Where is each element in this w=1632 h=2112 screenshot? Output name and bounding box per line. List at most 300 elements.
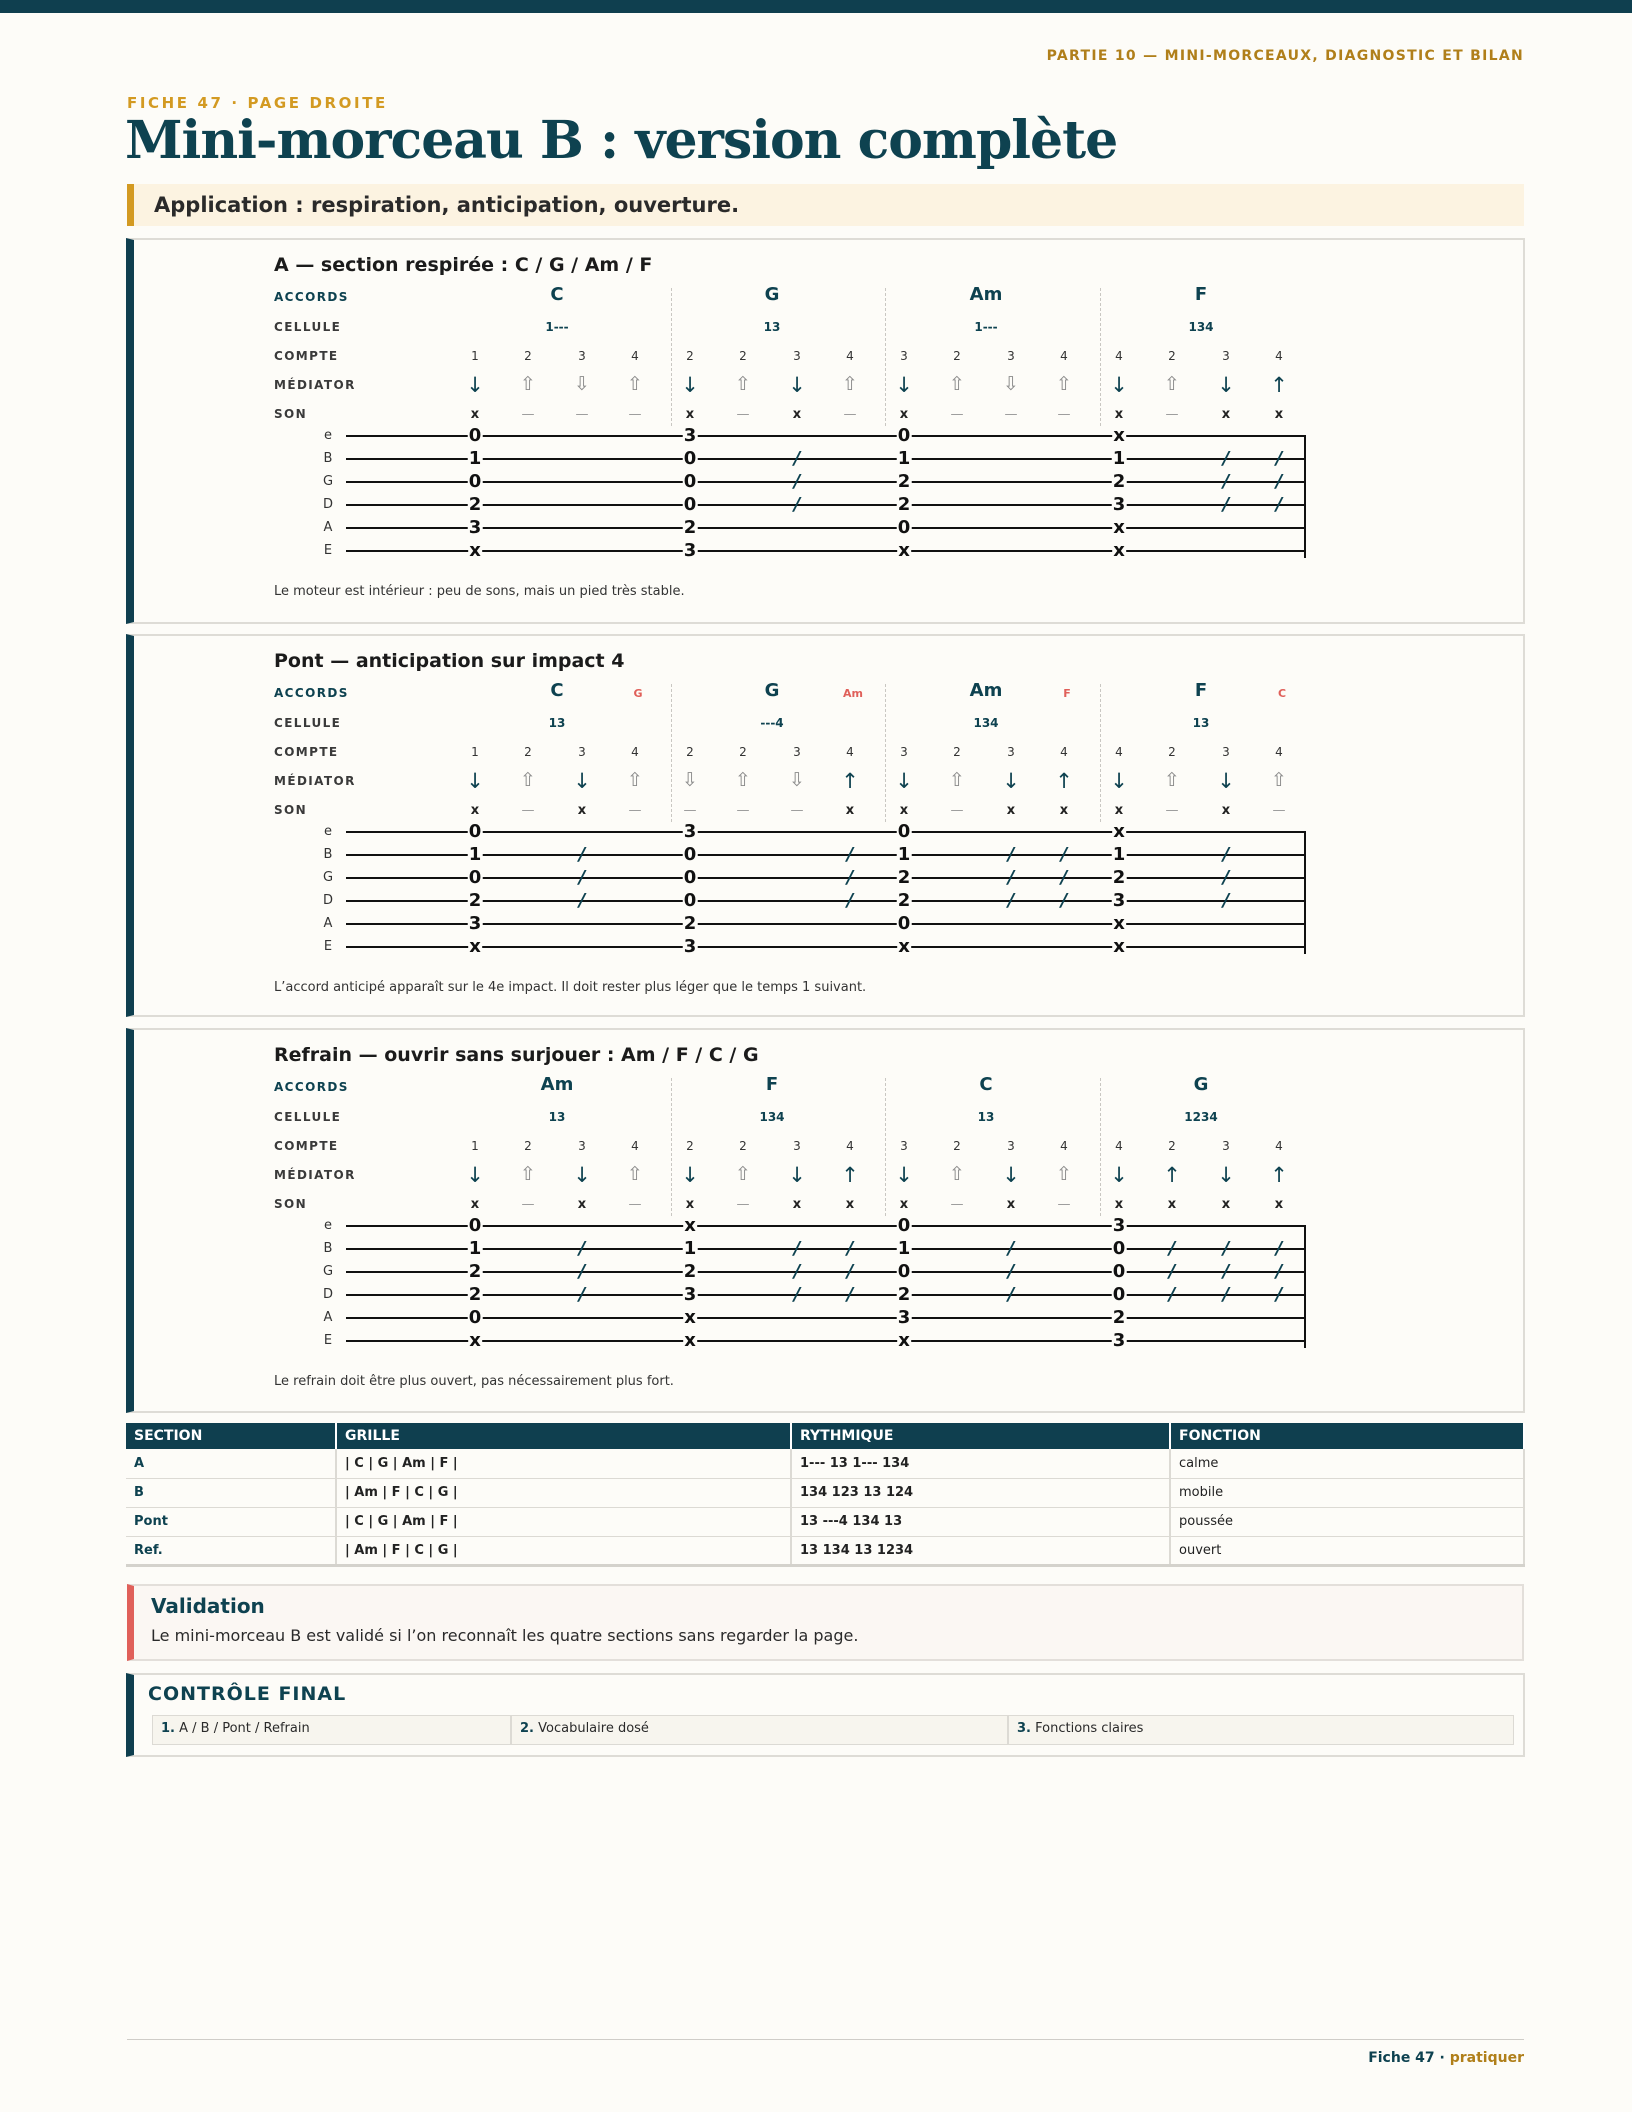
- fret-number: 2: [683, 913, 697, 934]
- down-arrow-icon: ↓: [1110, 1163, 1128, 1187]
- fret-number: x: [1113, 821, 1125, 842]
- down-arrow-icon: ↓: [788, 1163, 806, 1187]
- son-mark: x: [685, 407, 695, 422]
- count-beat: 2: [953, 745, 961, 759]
- fret-number: 1: [897, 844, 911, 865]
- down-arrow-icon: ↓: [895, 769, 913, 793]
- son-mark: —: [1165, 407, 1179, 422]
- son-mark: —: [1057, 407, 1071, 422]
- table-row: [126, 1478, 1524, 1507]
- row-label-mediator: MÉDIATOR: [274, 378, 356, 392]
- fret-number: 0: [897, 821, 911, 842]
- ghost-up-arrow-icon: ⇧: [1164, 769, 1180, 791]
- strum-slash: /: [793, 1238, 801, 1259]
- fret-number: 1: [468, 448, 482, 469]
- strum-slash: /: [1168, 1284, 1176, 1305]
- fret-number: 1: [468, 1238, 482, 1259]
- son-mark: x: [1114, 407, 1124, 422]
- fret-number: 0: [468, 1307, 482, 1328]
- down-arrow-icon: ↓: [895, 1163, 913, 1187]
- tab-string-line: [346, 458, 1304, 460]
- count-beat: 2: [1168, 1139, 1176, 1153]
- count-beat: 3: [900, 1139, 908, 1153]
- strum-slash: /: [1007, 1238, 1015, 1259]
- section-title: Refrain — ouvrir sans surjouer : Am / F / C / G: [274, 1044, 759, 1066]
- strum-slash: /: [1168, 1261, 1176, 1282]
- cellule-value: 134: [973, 716, 999, 730]
- fret-number: x: [684, 1330, 696, 1351]
- strum-slash: /: [1275, 471, 1283, 492]
- controle-items: [152, 1715, 1514, 1745]
- string-name: G: [322, 870, 334, 885]
- summary-table: [126, 1423, 1525, 1567]
- fret-number: 3: [683, 425, 697, 446]
- count-beat: 3: [578, 745, 586, 759]
- fret-number: 2: [468, 1261, 482, 1282]
- cellule-value: 13: [763, 320, 781, 334]
- cellule-value: 13: [977, 1110, 995, 1124]
- son-mark: x: [1059, 803, 1069, 818]
- ghost-up-arrow-icon: ⇧: [520, 769, 536, 791]
- strum-slash: /: [846, 844, 854, 865]
- ghost-up-arrow-icon: ⇧: [520, 1163, 536, 1185]
- tab-string-line: [346, 854, 1304, 856]
- string-name: E: [323, 1333, 333, 1348]
- chord-name: F: [1194, 284, 1208, 305]
- ghost-down-arrow-icon: ⇩: [574, 373, 590, 395]
- row-label-son: SON: [274, 803, 308, 817]
- count-beat: 4: [1115, 1139, 1123, 1153]
- summary-header-row: [126, 1423, 1524, 1449]
- measure-divider: [885, 1078, 886, 1216]
- fret-number: x: [1113, 425, 1125, 446]
- fret-number: 3: [1112, 1330, 1126, 1351]
- son-mark: —: [736, 1197, 750, 1212]
- fret-number: 0: [1112, 1238, 1126, 1259]
- strum-slash: /: [1222, 844, 1230, 865]
- count-beat: 2: [739, 1139, 747, 1153]
- down-arrow-icon: ↓: [788, 373, 806, 397]
- measure-divider: [671, 1078, 672, 1216]
- table-row: [126, 1449, 1524, 1478]
- son-mark: —: [1272, 803, 1286, 818]
- tab-string-line: [346, 1317, 1304, 1319]
- strum-slash: /: [578, 1261, 586, 1282]
- count-beat: 3: [578, 1139, 586, 1153]
- section-panel-pont: [126, 634, 1525, 1017]
- count-beat: 4: [1275, 349, 1283, 363]
- son-mark: x: [1274, 1197, 1284, 1212]
- chord-name: F: [1194, 680, 1208, 701]
- strum-slash: /: [793, 1261, 801, 1282]
- fret-number: x: [1113, 936, 1125, 957]
- son-mark: x: [470, 803, 480, 818]
- count-beat: 3: [1222, 745, 1230, 759]
- controle-final-box: [126, 1673, 1525, 1757]
- count-beat: 2: [686, 745, 694, 759]
- cell-rythmique: 134 123 13 124: [791, 1478, 1170, 1507]
- fret-number: 0: [897, 1215, 911, 1236]
- cell-fonction: mobile: [1170, 1478, 1524, 1507]
- down-arrow-icon: ↓: [1002, 769, 1020, 793]
- cell-grille: | Am | F | C | G |: [336, 1536, 791, 1565]
- row-label-compte: COMPTE: [274, 745, 339, 759]
- son-mark: —: [628, 407, 642, 422]
- string-name: D: [322, 497, 334, 512]
- row-label-son: SON: [274, 407, 308, 421]
- count-beat: 1: [471, 349, 479, 363]
- strum-slash: /: [578, 890, 586, 911]
- measure-divider: [671, 288, 672, 426]
- col-header-section: SECTION: [126, 1423, 336, 1449]
- count-beat: 4: [1115, 349, 1123, 363]
- fret-number: 0: [468, 1215, 482, 1236]
- fret-number: x: [684, 1307, 696, 1328]
- section-note: L’accord anticipé apparaît sur le 4e impact. Il doit rester plus léger que le temps 1 suivant.: [274, 980, 867, 995]
- footer-label: pratiquer: [1449, 2050, 1524, 2066]
- col-header-rythmique: RYTHMIQUE: [791, 1423, 1170, 1449]
- controle-item-num: 1.: [161, 1721, 175, 1736]
- cellule-value: 1234: [1184, 1110, 1218, 1124]
- strum-slash: /: [1222, 448, 1230, 469]
- fret-number: 3: [468, 517, 482, 538]
- chord-name: Am: [969, 680, 1003, 701]
- ghost-up-arrow-icon: ⇧: [949, 373, 965, 395]
- son-mark: x: [845, 1197, 855, 1212]
- son-mark: x: [1167, 1197, 1177, 1212]
- part-header: PARTIE 10 — MINI-MORCEAUX, DIAGNOSTIC ET BILAN: [1046, 48, 1524, 64]
- fret-number: 2: [683, 517, 697, 538]
- count-beat: 2: [739, 745, 747, 759]
- row-label-compte: COMPTE: [274, 1139, 339, 1153]
- string-name: D: [322, 893, 334, 908]
- count-beat: 1: [471, 745, 479, 759]
- fret-number: 2: [897, 867, 911, 888]
- down-arrow-icon: ↓: [466, 769, 484, 793]
- strum-slash: /: [1007, 1284, 1015, 1305]
- strum-slash: /: [1222, 1261, 1230, 1282]
- cell-fonction: poussée: [1170, 1507, 1524, 1536]
- measure-divider: [1100, 1078, 1101, 1216]
- fret-number: 3: [683, 1284, 697, 1305]
- fret-number: 3: [1112, 494, 1126, 515]
- row-label-son: SON: [274, 1197, 308, 1211]
- page-title: Mini-morceau B : version complète: [125, 110, 1118, 171]
- fret-number: 1: [683, 1238, 697, 1259]
- fret-number: 2: [683, 1261, 697, 1282]
- son-mark: x: [1221, 803, 1231, 818]
- down-arrow-icon: ↓: [895, 373, 913, 397]
- controle-item-text: Fonctions claires: [1035, 1721, 1144, 1736]
- son-mark: x: [685, 1197, 695, 1212]
- count-beat: 4: [631, 349, 639, 363]
- ghost-up-arrow-icon: ⇧: [735, 1163, 751, 1185]
- string-name: G: [322, 1264, 334, 1279]
- fret-number: 2: [897, 1284, 911, 1305]
- tab-string-line: [346, 435, 1304, 437]
- fret-number: x: [1113, 517, 1125, 538]
- cellule-value: 134: [759, 1110, 785, 1124]
- measure-divider: [1100, 684, 1101, 822]
- strum-slash: /: [1007, 844, 1015, 865]
- ghost-up-arrow-icon: ⇧: [1056, 373, 1072, 395]
- count-beat: 2: [524, 745, 532, 759]
- validation-title: Validation: [151, 1594, 265, 1618]
- fret-number: 2: [1112, 1307, 1126, 1328]
- down-arrow-icon: ↓: [1217, 769, 1235, 793]
- string-name: B: [323, 451, 333, 466]
- son-mark: —: [790, 803, 804, 818]
- son-mark: x: [845, 803, 855, 818]
- strum-slash: /: [846, 1238, 854, 1259]
- strum-slash: /: [1222, 1238, 1230, 1259]
- strum-slash: /: [793, 471, 801, 492]
- fret-number: 1: [897, 448, 911, 469]
- son-mark: x: [899, 407, 909, 422]
- ghost-up-arrow-icon: ⇧: [627, 1163, 643, 1185]
- son-mark: —: [736, 803, 750, 818]
- tab-string-line: [346, 900, 1304, 902]
- string-name: A: [323, 916, 333, 931]
- count-beat: 3: [1007, 349, 1015, 363]
- son-mark: —: [950, 803, 964, 818]
- tab-string-line: [346, 1294, 1304, 1296]
- fret-number: x: [684, 1215, 696, 1236]
- count-beat: 1: [471, 1139, 479, 1153]
- fret-number: 0: [897, 913, 911, 934]
- tab-string-line: [346, 923, 1304, 925]
- son-mark: x: [899, 803, 909, 818]
- row-label-mediator: MÉDIATOR: [274, 1168, 356, 1182]
- fret-number: 2: [897, 494, 911, 515]
- strum-slash: /: [846, 1261, 854, 1282]
- son-mark: —: [1165, 803, 1179, 818]
- ghost-up-arrow-icon: ⇧: [627, 769, 643, 791]
- fret-number: 3: [1112, 890, 1126, 911]
- count-beat: 4: [1115, 745, 1123, 759]
- row-label-cellule: CELLULE: [274, 716, 342, 730]
- cell-section: A: [126, 1449, 336, 1478]
- fret-number: 0: [683, 471, 697, 492]
- ghost-up-arrow-icon: ⇧: [1271, 769, 1287, 791]
- anticipated-chord: Am: [843, 687, 863, 700]
- section-title: Pont — anticipation sur impact 4: [274, 650, 625, 672]
- up-arrow-icon: ↑: [1055, 769, 1073, 793]
- string-name: B: [323, 1241, 333, 1256]
- son-mark: x: [899, 1197, 909, 1212]
- count-beat: 4: [1060, 1139, 1068, 1153]
- count-beat: 3: [578, 349, 586, 363]
- validation-box: [127, 1584, 1524, 1661]
- fret-number: 2: [468, 1284, 482, 1305]
- table-row: [126, 1507, 1524, 1536]
- count-beat: 2: [953, 349, 961, 363]
- measure-divider: [1100, 288, 1101, 426]
- strum-slash: /: [1222, 471, 1230, 492]
- application-text: Application : respiration, anticipation, ouverture.: [154, 193, 740, 217]
- down-arrow-icon: ↓: [573, 1163, 591, 1187]
- down-arrow-icon: ↓: [1217, 373, 1235, 397]
- fret-number: 0: [897, 517, 911, 538]
- strum-slash: /: [1275, 494, 1283, 515]
- strum-slash: /: [1275, 448, 1283, 469]
- count-beat: 4: [1275, 745, 1283, 759]
- son-mark: x: [577, 803, 587, 818]
- tab-string-line: [346, 831, 1304, 833]
- down-arrow-icon: ↓: [681, 1163, 699, 1187]
- fret-number: 1: [897, 1238, 911, 1259]
- count-beat: 3: [793, 1139, 801, 1153]
- strum-slash: /: [578, 1238, 586, 1259]
- fret-number: 0: [468, 821, 482, 842]
- count-beat: 4: [846, 745, 854, 759]
- tab-string-line: [346, 946, 1304, 948]
- up-arrow-icon: ↑: [841, 1163, 859, 1187]
- chord-name: Am: [969, 284, 1003, 305]
- son-mark: —: [736, 407, 750, 422]
- controle-item: [1009, 1716, 1513, 1744]
- fret-number: 2: [468, 890, 482, 911]
- tab-string-line: [346, 504, 1304, 506]
- son-mark: —: [1057, 1197, 1071, 1212]
- controle-item-num: 2.: [520, 1721, 534, 1736]
- son-mark: x: [470, 407, 480, 422]
- section-note: Le moteur est intérieur : peu de sons, mais un pied très stable.: [274, 584, 685, 599]
- tab-string-line: [346, 1340, 1304, 1342]
- strum-slash: /: [1060, 890, 1068, 911]
- fret-number: 2: [897, 471, 911, 492]
- count-beat: 4: [1275, 1139, 1283, 1153]
- count-beat: 3: [1222, 1139, 1230, 1153]
- cellule-value: 1---: [545, 320, 569, 334]
- ghost-up-arrow-icon: ⇧: [1164, 373, 1180, 395]
- cellule-value: 134: [1188, 320, 1214, 334]
- strum-slash: /: [1222, 1284, 1230, 1305]
- section-panel-refrain: [126, 1028, 1525, 1413]
- fret-number: 0: [468, 867, 482, 888]
- count-beat: 3: [793, 745, 801, 759]
- ghost-up-arrow-icon: ⇧: [949, 769, 965, 791]
- strum-slash: /: [1060, 867, 1068, 888]
- cellule-value: 13: [1192, 716, 1210, 730]
- fret-number: 0: [468, 471, 482, 492]
- chord-name: C: [550, 284, 564, 305]
- strum-slash: /: [1007, 1261, 1015, 1282]
- chord-name: F: [765, 1074, 779, 1095]
- strum-slash: /: [1060, 844, 1068, 865]
- fret-number: x: [898, 1330, 910, 1351]
- fret-number: x: [469, 540, 481, 561]
- strum-slash: /: [846, 1284, 854, 1305]
- fret-number: 0: [683, 844, 697, 865]
- fret-number: 1: [468, 844, 482, 865]
- fret-number: x: [469, 936, 481, 957]
- string-name: e: [324, 428, 332, 443]
- strum-slash: /: [793, 1284, 801, 1305]
- count-beat: 2: [686, 1139, 694, 1153]
- fret-number: 0: [683, 890, 697, 911]
- strum-slash: /: [1007, 890, 1015, 911]
- strum-slash: /: [846, 867, 854, 888]
- tab-end-bar: [1304, 435, 1306, 558]
- row-label-cellule: CELLULE: [274, 320, 342, 334]
- tab-string-line: [346, 1225, 1304, 1227]
- strum-slash: /: [793, 494, 801, 515]
- son-mark: —: [950, 1197, 964, 1212]
- cell-grille: | C | G | Am | F |: [336, 1449, 791, 1478]
- down-arrow-icon: ↓: [681, 373, 699, 397]
- up-arrow-icon: ↑: [1270, 1163, 1288, 1187]
- page-footer: [1368, 2050, 1524, 2066]
- fret-number: 0: [1112, 1284, 1126, 1305]
- son-mark: x: [1221, 1197, 1231, 1212]
- section-title: A — section respirée : C / G / Am / F: [274, 254, 653, 276]
- fret-number: 3: [683, 540, 697, 561]
- table-row: [126, 1536, 1524, 1565]
- up-arrow-icon: ↑: [1163, 1163, 1181, 1187]
- ghost-up-arrow-icon: ⇧: [627, 373, 643, 395]
- count-beat: 3: [1007, 745, 1015, 759]
- cell-section: Pont: [126, 1507, 336, 1536]
- measure-divider: [671, 684, 672, 822]
- ghost-up-arrow-icon: ⇧: [520, 373, 536, 395]
- controle-item-text: A / B / Pont / Refrain: [179, 1721, 310, 1736]
- ghost-up-arrow-icon: ⇧: [842, 373, 858, 395]
- fret-number: x: [898, 936, 910, 957]
- controle-item: [512, 1716, 1009, 1744]
- down-arrow-icon: ↓: [1217, 1163, 1235, 1187]
- row-label-cellule: CELLULE: [274, 1110, 342, 1124]
- down-arrow-icon: ↓: [1110, 373, 1128, 397]
- fret-number: 1: [1112, 448, 1126, 469]
- son-mark: x: [792, 1197, 802, 1212]
- strum-slash: /: [793, 448, 801, 469]
- count-beat: 3: [900, 349, 908, 363]
- measure-divider: [885, 288, 886, 426]
- fret-number: 0: [897, 1261, 911, 1282]
- section-panel-a: [126, 238, 1525, 624]
- tab-string-line: [346, 877, 1304, 879]
- row-label-compte: COMPTE: [274, 349, 339, 363]
- son-mark: —: [950, 407, 964, 422]
- count-beat: 2: [953, 1139, 961, 1153]
- son-mark: x: [1114, 803, 1124, 818]
- fret-number: 2: [1112, 867, 1126, 888]
- strum-slash: /: [1168, 1238, 1176, 1259]
- string-name: e: [324, 1218, 332, 1233]
- count-beat: 3: [793, 349, 801, 363]
- cell-fonction: ouvert: [1170, 1536, 1524, 1565]
- tab-string-line: [346, 550, 1304, 552]
- footer-fiche: Fiche 47 ·: [1368, 2050, 1450, 2066]
- chord-name: Am: [540, 1074, 574, 1095]
- fret-number: 0: [683, 867, 697, 888]
- fret-number: 2: [468, 494, 482, 515]
- count-beat: 4: [846, 349, 854, 363]
- string-name: E: [323, 939, 333, 954]
- son-mark: x: [1274, 407, 1284, 422]
- tab-string-line: [346, 481, 1304, 483]
- count-beat: 4: [1060, 745, 1068, 759]
- chord-name: G: [764, 284, 780, 305]
- fret-number: 3: [683, 821, 697, 842]
- string-name: B: [323, 847, 333, 862]
- controle-title: CONTRÔLE FINAL: [148, 1683, 347, 1705]
- down-arrow-icon: ↓: [1110, 769, 1128, 793]
- son-mark: —: [521, 803, 535, 818]
- application-banner: [127, 184, 1524, 226]
- fret-number: 0: [683, 448, 697, 469]
